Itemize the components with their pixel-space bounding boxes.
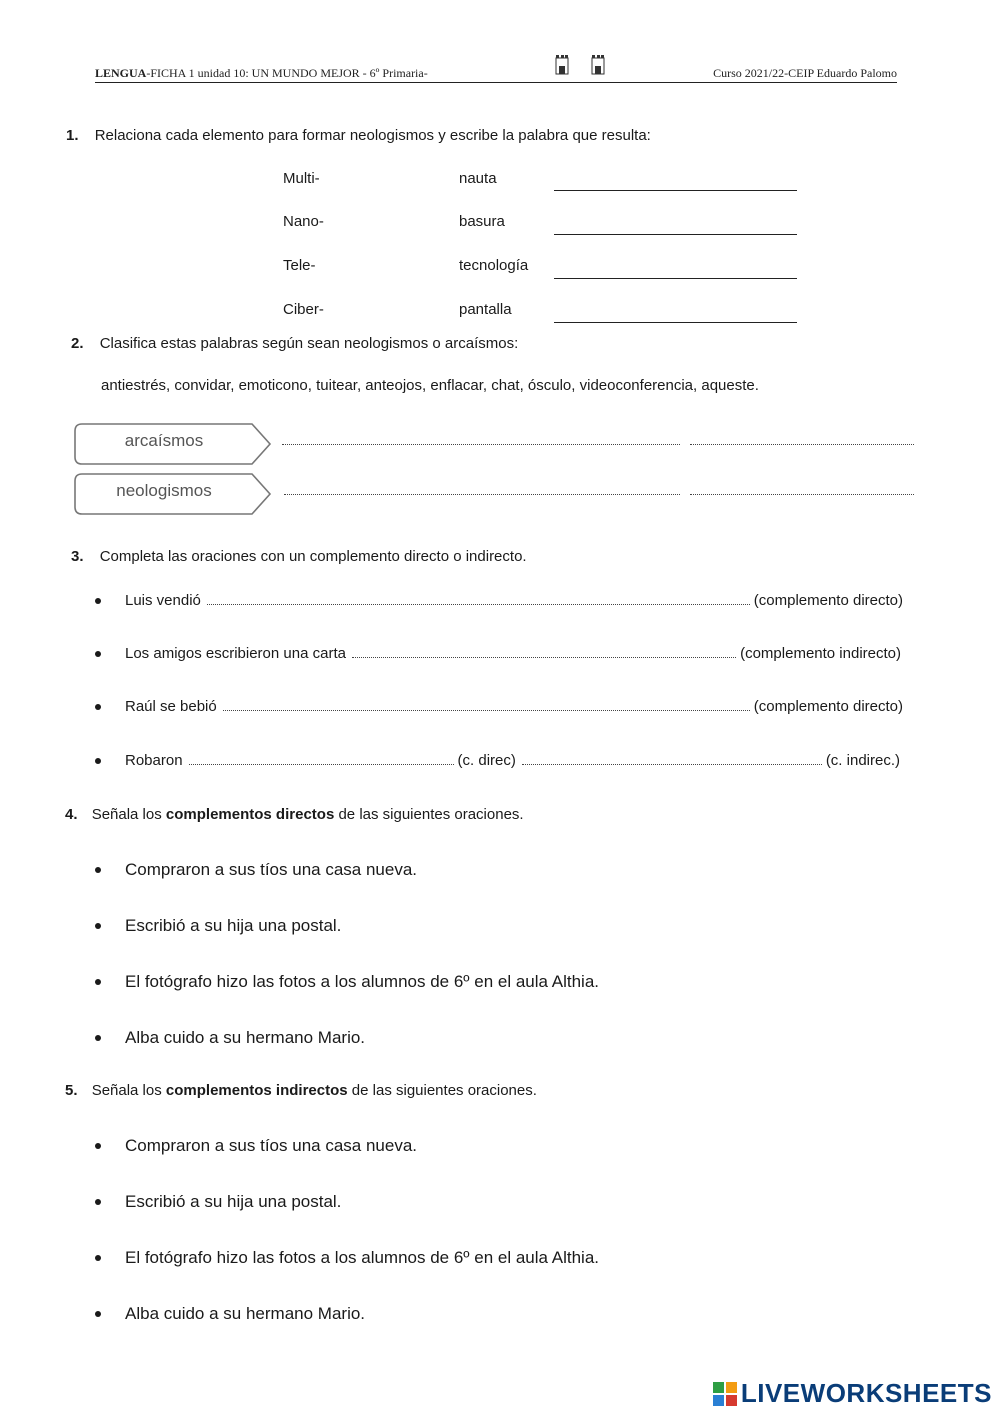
liveworksheets-icon — [713, 1382, 737, 1406]
bullet-icon — [95, 704, 101, 710]
q3-text: Completa las oraciones con un complemento directo o indirecto. — [99, 548, 527, 565]
q5-text-post: de las siguientes oraciones. — [347, 1082, 537, 1099]
q1-prefix: Ciber- — [283, 301, 324, 318]
q3-item-start: Luis vendió — [125, 592, 201, 609]
q3-item-start: Robaron — [125, 752, 183, 769]
header-subtitle: -FICHA 1 unidad 10: UN MUNDO MEJOR - 6º Primaria- — [146, 66, 428, 80]
neologismos-tag — [74, 473, 274, 515]
q5-sentence[interactable]: El fotógrafo hizo las fotos a los alumnos de 6º en el aula Althia. — [125, 1248, 599, 1267]
q1-answer-line-3[interactable] — [554, 278, 797, 279]
q5-number: 5. — [65, 1082, 78, 1099]
q3-item — [125, 645, 901, 662]
q3-answer-line-indirect[interactable] — [522, 764, 822, 765]
q1-suffix: basura — [459, 213, 505, 230]
q4-text-bold: complementos directos — [165, 806, 335, 823]
q4-number: 4. — [65, 806, 78, 823]
bullet-icon — [95, 1311, 101, 1317]
q3-item — [125, 592, 903, 609]
bullet-icon — [95, 598, 101, 604]
q5-sentence[interactable]: Escribió a su hija una postal. — [125, 1192, 342, 1211]
q4-sentence[interactable]: Escribió a su hija una postal. — [125, 916, 342, 935]
q3-item-mid: (c. direc) — [457, 752, 516, 769]
bullet-icon — [95, 1143, 101, 1149]
bullet-icon — [95, 867, 101, 873]
bullet-icon — [95, 758, 101, 764]
liveworksheets-text: LIVEWORKSHEETS — [740, 1378, 992, 1408]
q3-item-end: (complemento directo) — [753, 698, 903, 715]
q1-suffix: tecnología — [459, 257, 529, 274]
q4-sentence[interactable]: Compraron a sus tíos una casa nueva. — [125, 860, 417, 879]
q3-number: 3. — [71, 548, 84, 565]
q1-number: 1. — [66, 127, 79, 144]
q1-answer-line-1[interactable] — [554, 190, 797, 191]
castle-icon-2 — [591, 54, 605, 76]
arcaismos-label: arcaísmos — [124, 431, 204, 450]
bullet-icon — [95, 979, 101, 985]
q4-sentence[interactable]: Alba cuido a su hermano Mario. — [125, 1028, 366, 1047]
arcaismos-answer-line-2[interactable] — [690, 444, 914, 445]
q1-heading — [66, 127, 651, 144]
q2-text: Clasifica estas palabras según sean neologismos o arcaísmos: — [99, 335, 519, 352]
q1-text: Relaciona cada elemento para formar neologismos y escribe la palabra que resulta: — [94, 127, 651, 144]
bullet-icon — [95, 923, 101, 929]
castle-icon — [555, 54, 569, 76]
neologismos-answer-line-2[interactable] — [690, 494, 914, 495]
q3-item-start: Raúl se bebió — [125, 698, 217, 715]
liveworksheets-logo — [713, 1378, 992, 1409]
q1-answer-line-2[interactable] — [554, 234, 797, 235]
q1-suffix: pantalla — [459, 301, 512, 318]
q3-answer-line[interactable] — [223, 710, 750, 711]
arcaismos-tag — [74, 423, 274, 465]
q1-prefix: Tele- — [283, 257, 316, 274]
q4-text-post: de las siguientes oraciones. — [334, 806, 524, 823]
q5-text-pre: Señala los — [91, 1082, 166, 1099]
q1-suffix: nauta — [459, 170, 497, 187]
q4-sentence[interactable]: El fotógrafo hizo las fotos a los alumnos de 6º en el aula Althia. — [125, 972, 599, 991]
q3-item-start: Los amigos escribieron una carta — [125, 645, 346, 662]
bullet-icon — [95, 651, 101, 657]
arcaismos-answer-line-1[interactable] — [282, 444, 680, 445]
page-header — [95, 60, 897, 83]
q1-prefix: Multi- — [283, 170, 320, 187]
q5-sentence[interactable]: Compraron a sus tíos una casa nueva. — [125, 1136, 417, 1155]
q4-heading — [65, 806, 524, 823]
q3-item-end: (complemento indirecto) — [740, 645, 901, 662]
q2-heading — [71, 335, 518, 352]
q2-word-list: antiestrés, convidar, emoticono, tuitear, anteojos, enflacar, chat, ósculo, videoconferencia, aqueste. — [101, 377, 759, 394]
bullet-icon — [95, 1199, 101, 1205]
q3-heading — [71, 548, 527, 565]
neologismos-label: neologismos — [116, 481, 212, 500]
q1-answer-line-4[interactable] — [554, 322, 797, 323]
header-subject: LENGUA — [95, 66, 147, 80]
header-course: Curso 2021/22-CEIP Eduardo Palomo — [713, 66, 897, 80]
q5-heading — [65, 1082, 537, 1099]
q4-text-pre: Señala los — [91, 806, 166, 823]
q3-item — [125, 698, 903, 715]
q3-item-end: (c. indirec.) — [825, 752, 900, 769]
q1-prefix: Nano- — [283, 213, 324, 230]
q2-number: 2. — [71, 335, 84, 352]
q3-answer-line[interactable] — [352, 657, 736, 658]
q3-answer-line-direct[interactable] — [189, 764, 454, 765]
bullet-icon — [95, 1035, 101, 1041]
q5-text-bold: complementos indirectos — [165, 1082, 348, 1099]
header-title — [95, 66, 428, 81]
q3-item — [125, 752, 900, 769]
header-logos — [555, 54, 605, 76]
bullet-icon — [95, 1255, 101, 1261]
q3-answer-line[interactable] — [207, 604, 750, 605]
q3-item-end: (complemento directo) — [753, 592, 903, 609]
neologismos-answer-line-1[interactable] — [284, 494, 680, 495]
q5-sentence[interactable]: Alba cuido a su hermano Mario. — [125, 1304, 366, 1323]
